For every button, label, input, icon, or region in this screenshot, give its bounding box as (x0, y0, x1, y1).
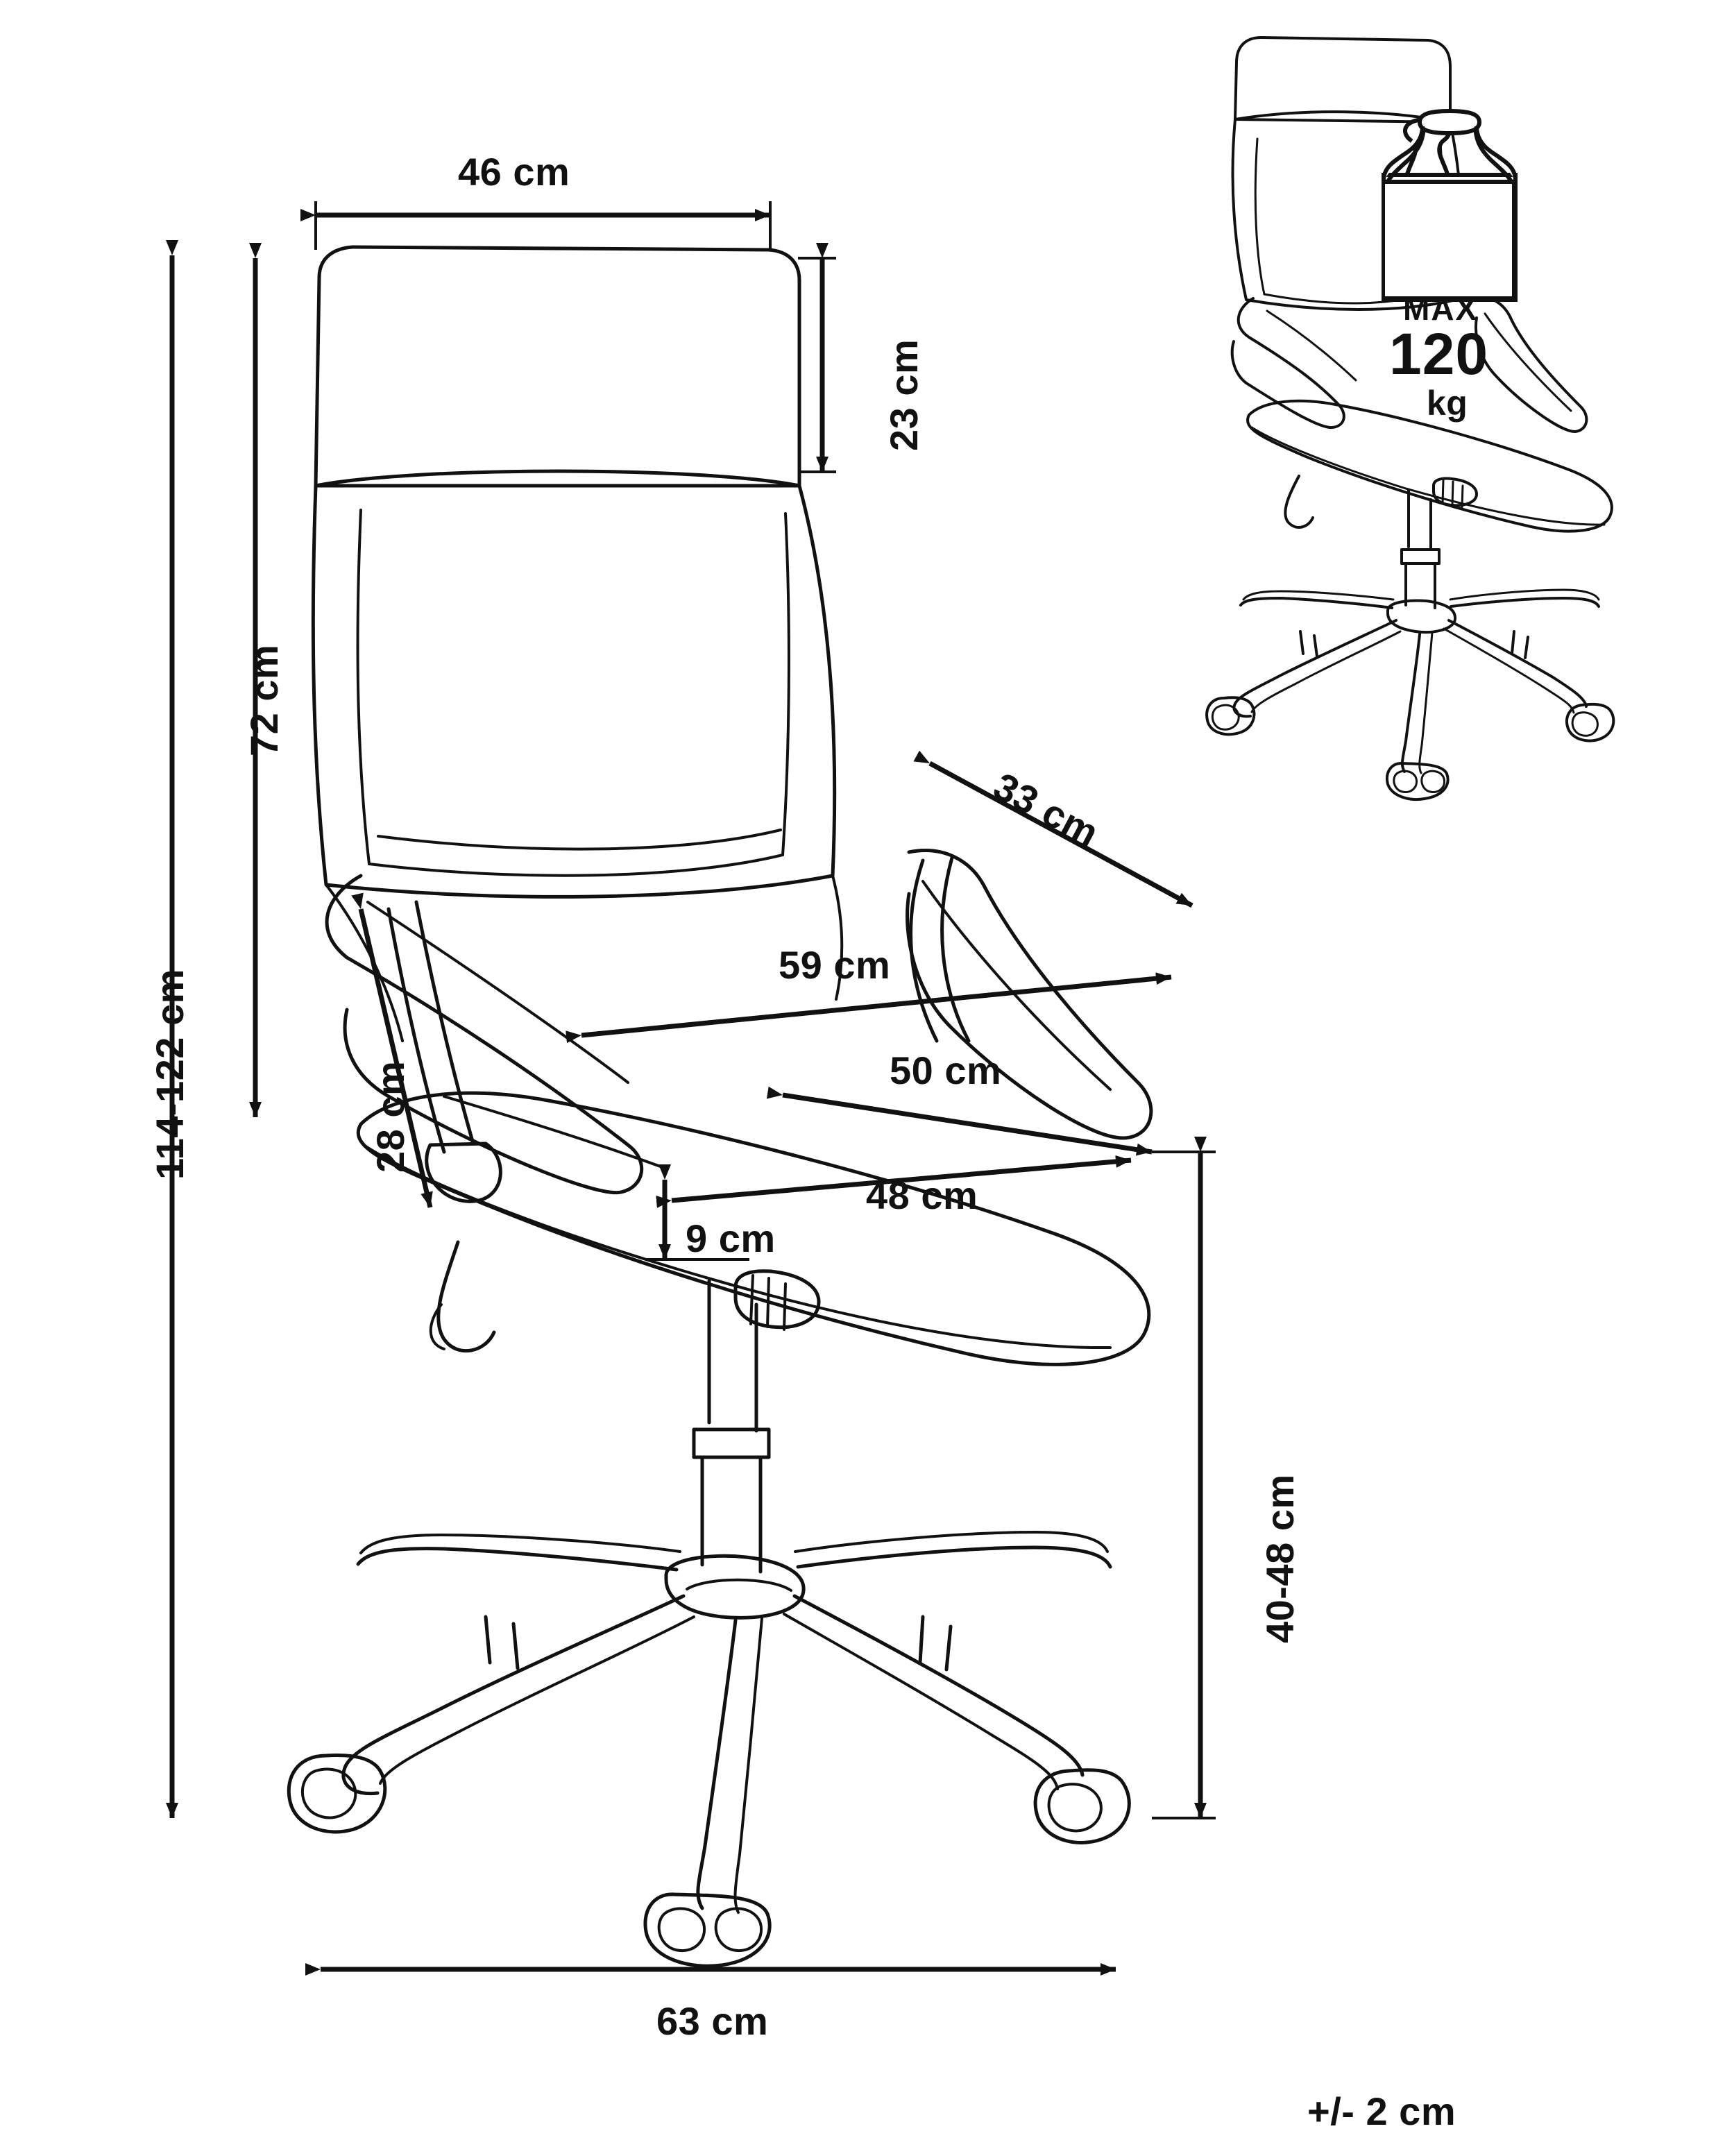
dim-label-seat-height: 40-48 cm (1258, 1474, 1302, 1643)
max-load-badge (1384, 111, 1515, 300)
dim-label-total-height: 114-122 cm (148, 969, 192, 1180)
dimension-lines (172, 201, 1216, 1969)
dim-label-seat-width: 48 cm (866, 1173, 978, 1217)
dim-label-armrest-depth: 33 cm (986, 763, 1106, 856)
dim-headrest-height (798, 258, 836, 472)
dim-label-seat-thickness: 9 cm (686, 1216, 776, 1260)
dim-label-backrest-height: 72 cm (242, 644, 286, 756)
dim-label-backrest-width: 46 cm (458, 150, 570, 194)
dim-label-headrest-height: 23 cm (882, 339, 926, 451)
tolerance-note: +/- 2 cm (1307, 2089, 1456, 2133)
max-load-value: 120 (1389, 321, 1489, 387)
dim-backrest-width (316, 201, 770, 251)
max-load-unit: kg (1427, 384, 1468, 423)
max-load-max-text: MAX (1403, 291, 1479, 327)
dim-label-seat-depth: 50 cm (890, 1049, 1002, 1092)
dim-label-overall-seat-width: 59 cm (779, 943, 891, 987)
dim-label-base-diameter: 63 cm (656, 1999, 769, 2043)
dim-seat-height (1152, 1152, 1216, 1818)
dim-seat-depth (783, 1095, 1152, 1152)
dim-label-armrest-length: 28 cm (368, 1060, 412, 1173)
chair-main-outline (289, 247, 1151, 1966)
